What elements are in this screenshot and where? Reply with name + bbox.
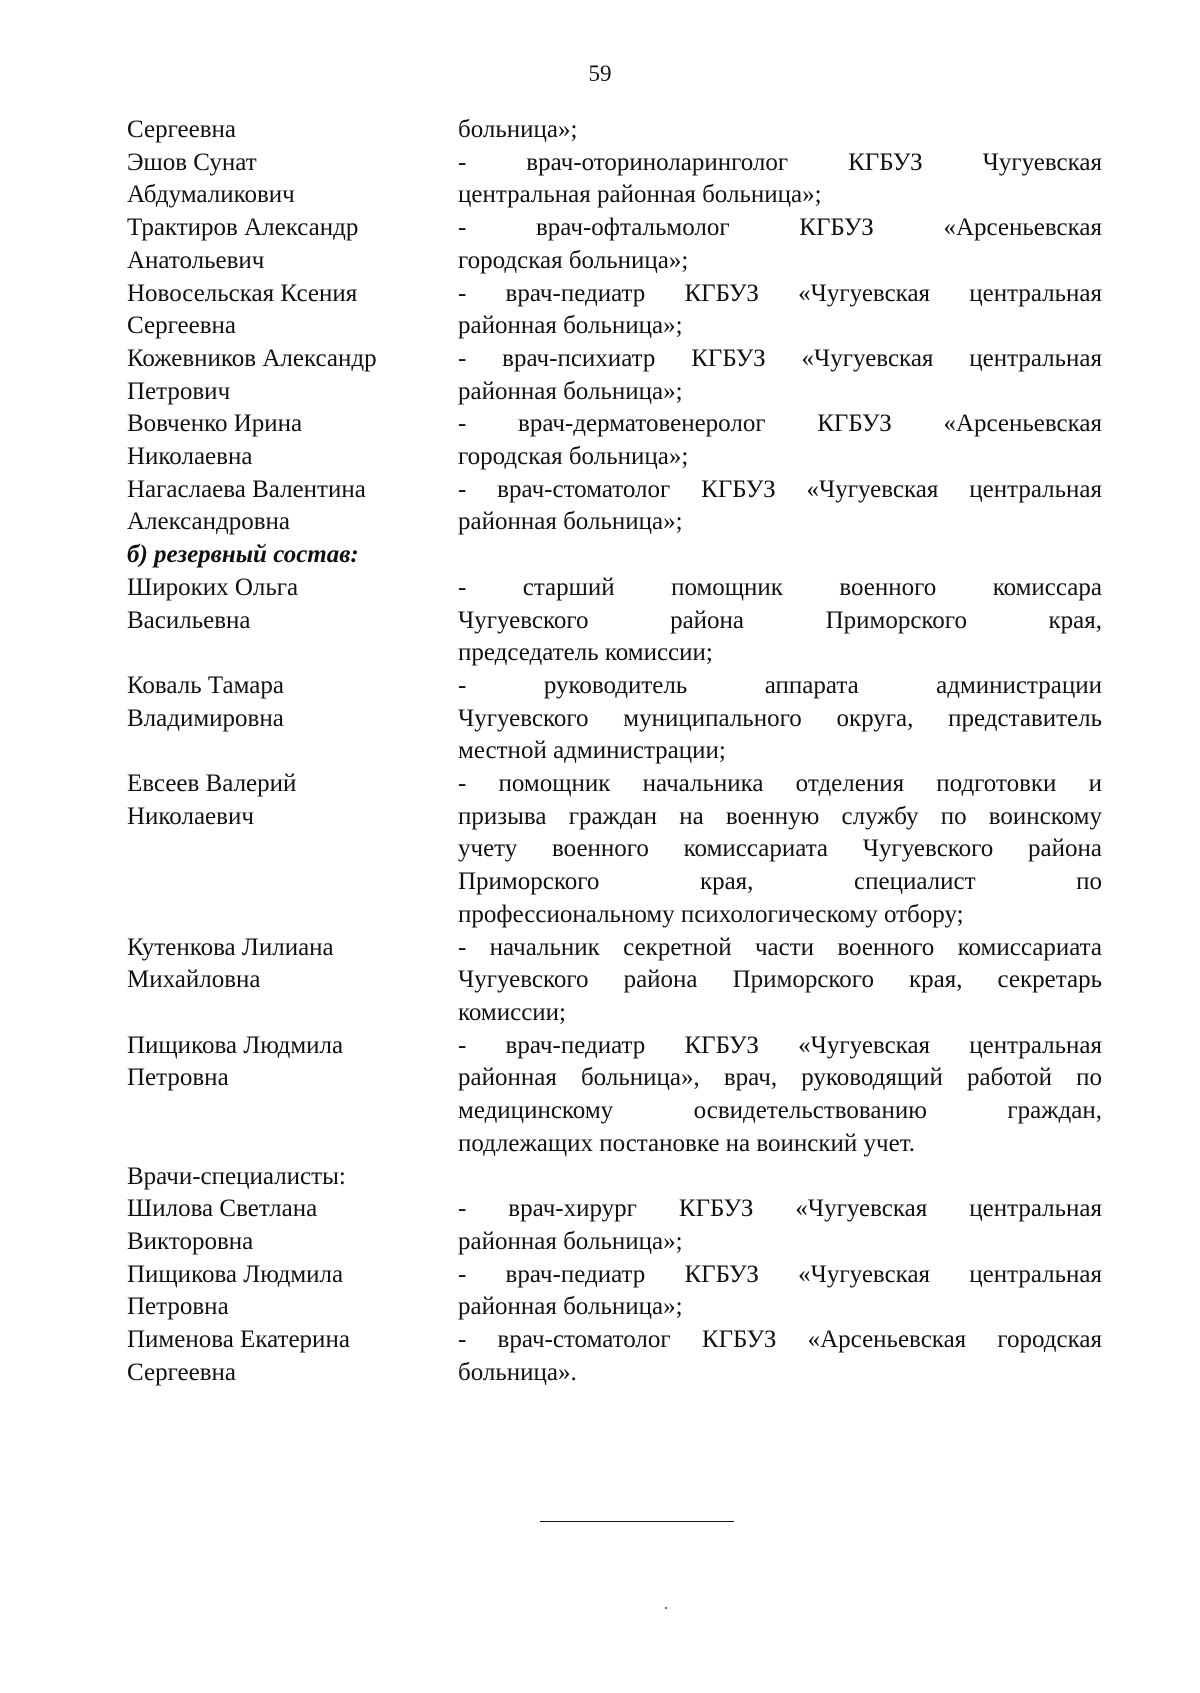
member-role: - врач-стоматолог КГБУЗ «Чугуевская центральная районная больница»; <box>458 475 1102 536</box>
reserve-heading: б) резервный состав: <box>127 541 359 569</box>
member-role: больница»; <box>458 116 578 143</box>
member-row <box>127 114 1102 147</box>
member-role: - начальник секретной части военного комиссариата Чугуевского района Приморского края, секретарь комиссии; <box>458 933 1102 1026</box>
member-row <box>127 343 1102 408</box>
member-role: - врач-оториноларинголог КГБУЗ Чугуевская центральная районная больница»; <box>458 148 1102 209</box>
end-of-document-rule <box>540 1521 734 1522</box>
member-role: - врач-педиатр КГБУЗ «Чугуевская центральная районная больница»; <box>458 279 1102 340</box>
member-role: - врач-педиатр КГБУЗ «Чугуевская центральная районная больница»; <box>458 1260 1102 1321</box>
member-name: Евсеев Валерий Николаевич <box>127 770 297 830</box>
member-role: - врач-хирург КГБУЗ «Чугуевская центральная районная больница»; <box>458 1195 1102 1255</box>
member-row <box>127 1193 1102 1258</box>
document-body <box>127 114 1102 1389</box>
main-members-list <box>127 114 1102 539</box>
page-number: 59 <box>588 61 612 86</box>
member-name: Кожевников Александр Петрович <box>127 344 377 405</box>
member-role: - врач-стоматолог КГБУЗ «Арсеньевская городская больница». <box>458 1326 1102 1386</box>
specialists-heading: Врачи-специалисты: <box>127 1162 346 1190</box>
member-row <box>127 1324 1102 1389</box>
member-name: Пищикова Людмила Петровна <box>127 1031 344 1092</box>
member-name: Кутенкова Лилиана Михайловна <box>127 933 334 994</box>
member-name: Пименова Екатерина Сергеевна <box>127 1326 350 1386</box>
member-name: Новосельская Ксения Сергеевна <box>127 279 358 340</box>
member-row <box>127 408 1102 473</box>
member-name: Нагаслаева Валентина Александровна <box>127 475 366 536</box>
scan-speck <box>665 1607 667 1609</box>
member-name: Сергеевна <box>127 116 236 143</box>
member-row <box>127 212 1102 277</box>
member-role: - врач-психиатр КГБУЗ «Чугуевская центральная районная больница»; <box>458 344 1102 405</box>
specialists-list <box>127 1193 1102 1389</box>
member-row <box>127 670 1102 768</box>
member-name: Широких Ольга Васильевна <box>127 573 299 634</box>
member-row <box>127 932 1102 1030</box>
member-role: - старший помощник военного комиссара Чугуевского района Приморского края, председатель комиссии; <box>458 573 1102 667</box>
member-row <box>127 278 1102 343</box>
member-name: Трактиров Александр Анатольевич <box>127 214 359 274</box>
member-role: - помощник начальника отделения подготовки и призыва граждан на военную службу по воинскому учету военного комиссариата Чугуевского района Приморского края, специалист по профессиональному психологическому отбору; <box>458 770 1102 928</box>
member-row <box>127 572 1102 670</box>
member-row <box>127 474 1102 539</box>
member-row <box>127 147 1102 212</box>
member-row <box>127 1030 1102 1161</box>
member-row <box>127 768 1102 932</box>
member-role: - врач-дерматовенеролог КГБУЗ «Арсеньевская городская больница»; <box>458 410 1102 471</box>
member-name: Коваль Тамара Владимировна <box>127 671 284 732</box>
member-role: - врач-офтальмолог КГБУЗ «Арсеньевская городская больница»; <box>458 214 1102 274</box>
member-row <box>127 1259 1102 1324</box>
member-role: - врач-педиатр КГБУЗ «Чугуевская центральная районная больница», врач, руководящий работой по медицинскому освидетельствованию граждан, подлежащих постановке на воинский учет. <box>458 1031 1102 1157</box>
member-name: Вовченко Ирина Николаевна <box>127 410 303 471</box>
reserve-members-list <box>127 572 1102 1161</box>
member-role: - руководитель аппарата администрации Чугуевского муниципального округа, представитель местной администрации; <box>458 671 1102 765</box>
member-name: Эшов Сунат Абдумаликович <box>127 148 295 209</box>
member-name: Шилова Светлана Викторовна <box>127 1195 318 1255</box>
member-name: Пищикова Людмила Петровна <box>127 1260 344 1321</box>
